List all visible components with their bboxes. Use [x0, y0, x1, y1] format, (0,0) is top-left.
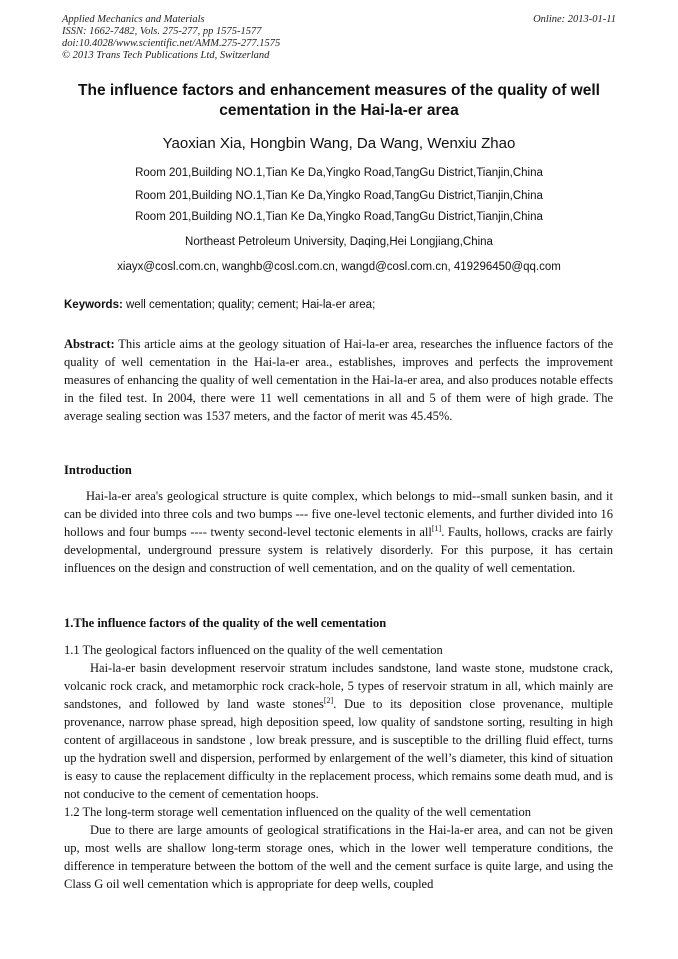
copyright-line: © 2013 Trans Tech Publications Ltd, Switzerland [62, 50, 270, 61]
s11-text-2: . Due to its deposition close provenance, multiple provenance, narrow phase spread, high deposition speed, low quality of sandstone sorting, resulting in high content of argillaceous in sandstone , low break pressure, and is susceptible to the drilling fluid effect, turns up the hydration swell and dispersion, performed by enlargement of the well’s diameter, this kind of situation is easy to cause the replacement difficulty in the replacement process, which remains some death mud, and is not conducive to the cement of cementation hoops. [64, 697, 613, 801]
abstract [64, 335, 613, 425]
journal-name: Applied Mechanics and Materials [62, 14, 205, 25]
abstract-text: This article aims at the geology situation of Hai-la-er area, researches the influence factors of the quality of well cementation in the Hai-la-er area., establishes, improves and perfects the improvement measures of enhancing the quality of well cementation in the Hai-la-er area, and also produces notable effects in the filed test. In 2004, there were 11 well cementations in all and 5 of them were of high grade. The average sealing section was 1537 meters, and the factor of merit was 45.45%. [64, 337, 613, 423]
title-line-2: cementation in the Hai-la-er area [219, 102, 459, 119]
author-list: Yaoxian Xia, Hongbin Wang, Da Wang, Wenxiu Zhao [162, 135, 516, 152]
affiliation-2: Room 201,Building NO.1,Tian Ke Da,Yingko Road,TangGu District,Tianjin,China [135, 190, 543, 202]
subsection-1-2-paragraph: Due to there are large amounts of geological stratifications in the Hai-la-er area, and can not be given up, most wells are shallow long-term storage ones, which in the lower well temperature conditions, the difference in temperature between the bottom of the well and the cement surface is quite large, and using the Class G oil well cementation which is appropriate for deep wells, coupled [64, 823, 613, 891]
section-1-heading: 1.The influence factors of the quality of the well cementation [64, 616, 387, 630]
doi-line: doi:10.4028/www.scientific.net/AMM.275-277.1575 [62, 38, 281, 49]
intro-text-2: . Faults, hollows, cracks are fairly developmental, underground pressure system is relatively disorderly. For this purpose, it has certain influences on the design and construction of well cementation, and on the quality of well cementation. [64, 525, 613, 575]
s11-text-1: Hai-la-er basin development reservoir stratum includes sandstone, land waste stone, mudstone crack, volcanic rock crack, and metamorphic rock crack-hole, 5 types of reservoir stratum in all, which mainly are sandstones, and followed by land waste stones [64, 661, 613, 711]
subsection-1-2-heading: 1.2 The long-term storage well cementation influenced on the quality of the well cementation [64, 805, 531, 819]
affiliation-4: Northeast Petroleum University, Daqing,Hei Longjiang,China [185, 236, 493, 248]
online-date: Online: 2013-01-11 [533, 14, 616, 25]
abstract-label: Abstract: [64, 337, 115, 351]
keywords [64, 298, 614, 312]
issn-line: ISSN: 1662-7482, Vols. 275-277, pp 1575-1577 [62, 26, 262, 37]
keywords-text: well cementation; quality; cement; Hai-la-er area; [122, 299, 376, 311]
affiliation-3: Room 201,Building NO.1,Tian Ke Da,Yingko Road,TangGu District,Tianjin,China [135, 211, 543, 223]
journal-header [62, 14, 280, 62]
intro-text-1: Hai-la-er area's geological structure is quite complex, which belongs to mid--small sunken basin, and it can be divided into three cols and two bumps --- five one-level tectonic elements, and further divided into 16 hollows and four bumps ---- twenty second-level tectonic elements in all [64, 489, 613, 539]
paper-title [60, 81, 618, 121]
introduction-heading: Introduction [64, 463, 132, 477]
citation-2: [2] [323, 695, 334, 705]
title-line-1: The influence factors and enhancement measures of the quality of well [78, 82, 600, 99]
affiliation-1: Room 201,Building NO.1,Tian Ke Da,Yingko Road,TangGu District,Tianjin,China [135, 167, 543, 179]
subsection-1-1-paragraph [64, 659, 613, 803]
introduction-paragraph [64, 487, 613, 577]
keywords-label: Keywords: [64, 299, 123, 311]
author-emails: xiayx@cosl.com.cn, wanghb@cosl.com.cn, wangd@cosl.com.cn, 419296450@qq.com [117, 261, 561, 273]
citation-1: [1] [431, 523, 442, 533]
subsection-1-1-heading: 1.1 The geological factors influenced on the quality of the well cementation [64, 643, 443, 657]
